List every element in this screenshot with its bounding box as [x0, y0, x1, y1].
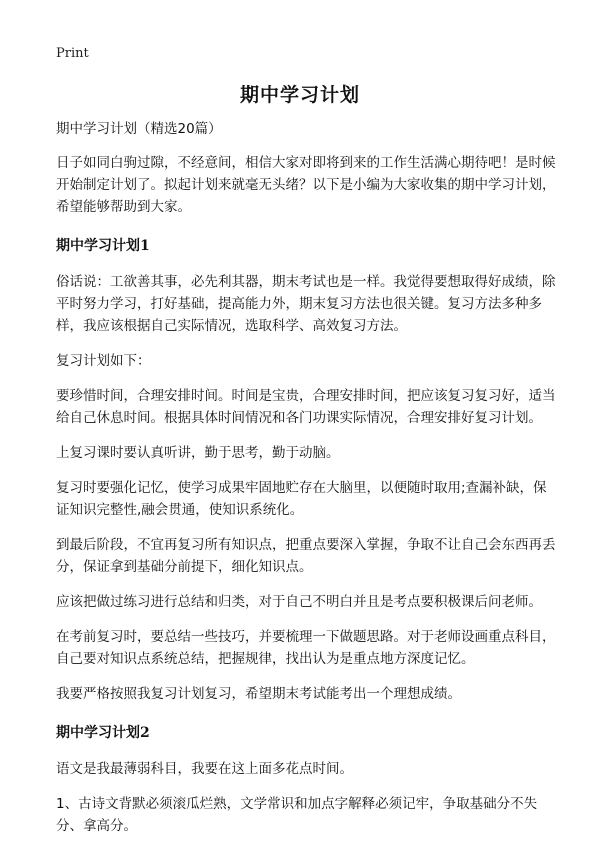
- paragraph: 上复习课时要认真听讲，勤于思考，勤于动脑。: [56, 445, 340, 461]
- paragraph: 在考前复习时，要总结一些技巧，并要梳理一下做题思路。对于老师设画重点科目，自己要对知识点系统总结，把握规律，找出认为是重点地方深度记忆。: [56, 629, 556, 667]
- paragraph: 语文是我最薄弱科目，我要在这上面多花点时间。: [56, 761, 353, 777]
- paragraph: 俗话说：工欲善其事，必先利其器，期末考试也是一样。我觉得要想取得好成绩，除平时努力学习，打好基础，提高能力外，期末复习方法也很关键。复习方法多种多样，我应该根据自己实际情况，选取科学、高效复习方法。: [56, 274, 556, 334]
- paragraph: 我要严格按照我复习计划复习，希望期末考试能考出一个理想成绩。: [56, 686, 461, 702]
- section-heading-1: 期中学习计划1: [56, 238, 150, 254]
- paragraph: 1、古诗文背默必须滚瓜烂熟，文学常识和加点字解释必须记牢，争取基础分不失分、拿高分。: [56, 796, 538, 834]
- article-body: [56, 118, 556, 850]
- article-subtitle: 期中学习计划（精选20篇）: [56, 121, 222, 137]
- paragraph: 应该把做过练习进行总结和归类，对于自己不明白并且是考点要积极课后问老师。: [56, 594, 542, 610]
- intro-paragraph: 日子如同白驹过隙，不经意间，相信大家对即将到来的工作生活满心期待吧！是时候开始制定计划了。拟起计划来就毫无头绪？以下是小编为大家收集的期中学习计划，希望能够帮助到大家。: [56, 155, 556, 215]
- paragraph: 复习时要强化记忆，使学习成果牢固地贮存在大脑里，以便随时取用;查漏补缺，保证知识完整性,融会贯通，使知识系统化。: [56, 480, 547, 518]
- paragraph: 复习计划如下：: [56, 353, 151, 369]
- paragraph: 到最后阶段，不宜再复习所有知识点，把重点要深入掌握，争取不让自己会东西再丢分，保证拿到基础分前提下，细化知识点。: [56, 537, 556, 575]
- print-link[interactable]: Print: [56, 46, 89, 61]
- paragraph: 要珍惜时间，合理安排时间。时间是宝贵，合理安排时间，把应该复习复习好，适当给自己休息时间。根据具体时间情况和各门功课实际情况，合理安排好复习计划。: [56, 388, 556, 426]
- page-title: 期中学习计划: [239, 84, 360, 106]
- section-heading-2: 期中学习计划2: [56, 725, 150, 741]
